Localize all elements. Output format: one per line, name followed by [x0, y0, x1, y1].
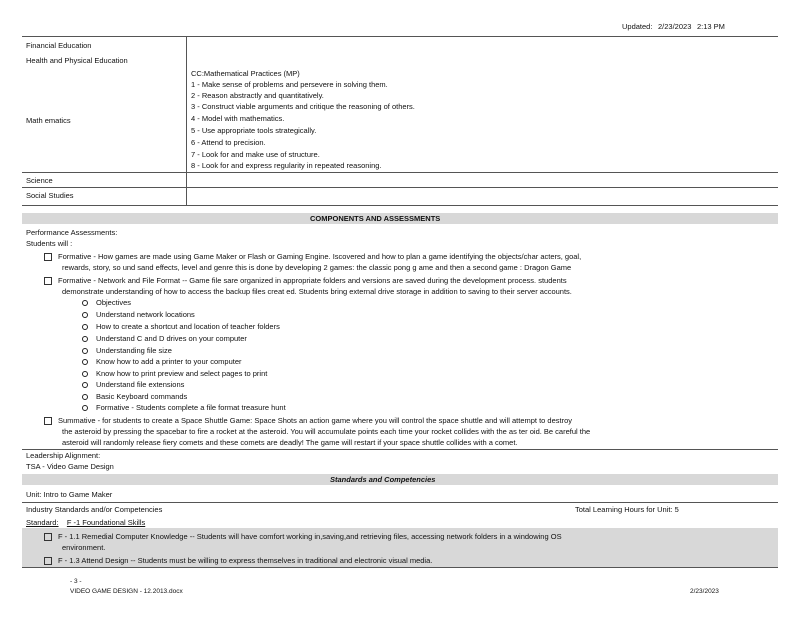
checkbox-bullet-icon	[44, 533, 52, 541]
leadership-label: Leadership Alignment:	[26, 451, 101, 460]
subject-math: Math ematics	[26, 116, 71, 125]
sub-item: Know how to add a printer to your computer	[82, 357, 242, 366]
formative2-line2: demonstrate understanding of how to access the backup files creat ed. Students bring external drive storage in addition to saving to their server accounts.	[62, 287, 572, 296]
circle-bullet-icon	[82, 336, 88, 342]
mp-line-1: 1 - Make sense of problems and persevere in solving them.	[191, 80, 388, 89]
circle-bullet-icon	[82, 324, 88, 330]
sub-item: Understand network locations	[82, 310, 195, 319]
unit-divider	[22, 502, 778, 503]
standard-item-1-cont: environment.	[62, 543, 106, 552]
components-header: COMPONENTS AND ASSESSMENTS	[310, 214, 441, 223]
table-bottom-border	[22, 205, 778, 206]
circle-bullet-icon	[82, 371, 88, 377]
sub-item: Formative - Students complete a file format treasure hunt	[82, 403, 286, 412]
footer-file: VIDEO GAME DESIGN - 12.2013.docx	[70, 588, 183, 595]
mp-line-8: 8 - Look for and express regularity in repeated reasoning.	[191, 161, 382, 170]
checkbox-bullet-icon	[44, 277, 52, 285]
subject-financial: Financial Education	[26, 41, 92, 50]
circle-bullet-icon	[82, 300, 88, 306]
formative1-line2: rewards, story, so und sand effects, level and genre this is done by developing 2 games: the classic pong g ame and then a second game : Dragon Game	[62, 263, 572, 272]
subject-health: Health and Physical Education	[26, 56, 128, 65]
sub-item: Objectives	[82, 298, 131, 307]
row-divider-1	[22, 172, 778, 173]
mp-line-2: 2 - Reason abstractly and quantitatively.	[191, 91, 324, 100]
mp-line-3: 3 - Construct viable arguments and critique the reasoning of others.	[191, 102, 415, 111]
mp-line-0: CC:Mathematical Practices (MP)	[191, 69, 300, 78]
formative2-line1: Formative - Network and File Format -- Game file sare organized in appropriate folders and versions are saved during the development process. students	[44, 276, 567, 285]
updated-date: 2/23/2023	[658, 22, 692, 31]
students-will: Students will :	[26, 239, 73, 248]
unit-label: Unit: Intro to Game Maker	[26, 490, 113, 499]
table-top-border	[22, 36, 778, 37]
leadership-divider	[22, 449, 778, 450]
standard-value: F -1 Foundational Skills	[66, 518, 146, 527]
footer-date: 2/23/2023	[690, 588, 719, 595]
standard-line	[26, 518, 145, 527]
mp-line-5: 5 - Use appropriate tools strategically.	[191, 126, 317, 135]
summative-line2: the asteroid by pressing the spacebar to fire a rocket at the asteroid. You will accumulate points each time your rocket collides with the as ter oid. Be careful the	[62, 427, 591, 436]
sub-item: Know how to print preview and select pages to print	[82, 369, 267, 378]
standard-item-1: F - 1.1 Remedial Computer Knowledge -- Students will have comfort working in,saving,and retrieving files, accessing network folders in a windowing OS	[44, 532, 562, 541]
formative1-line1: Formative - How games are made using Game Maker or Flash or Gaming Engine. Iscovered and how to plan a game identifying the objects/char acters, goal,	[44, 252, 581, 261]
standard-label: Standard:	[26, 518, 59, 527]
mp-line-7: 7 - Look for and make use of structure.	[191, 150, 320, 159]
subject-science: Science	[26, 176, 53, 185]
mp-line-6: 6 - Attend to precision.	[191, 138, 266, 147]
circle-bullet-icon	[82, 382, 88, 388]
checkbox-bullet-icon	[44, 417, 52, 425]
checkbox-bullet-icon	[44, 253, 52, 261]
leadership-value: TSA - Video Game Design	[26, 462, 114, 471]
updated-label: Updated:	[622, 22, 653, 31]
updated-time: 2:13 PM	[697, 22, 725, 31]
sub-item: Understand file extensions	[82, 380, 184, 389]
row-divider-2	[22, 187, 778, 188]
performance-label: Performance Assessments:	[26, 228, 118, 237]
summative-line3: asteroid will randomly release fiery comets and these comets are deadly! The game will restart if your space shuttle collides with a comet.	[62, 438, 518, 447]
subject-social: Social Studies	[26, 191, 74, 200]
standards-bottom-border	[22, 567, 778, 568]
sub-item: Basic Keyboard commands	[82, 392, 187, 401]
page-number: - 3 -	[70, 578, 82, 585]
sub-item: How to create a shortcut and location of teacher folders	[82, 322, 280, 331]
circle-bullet-icon	[82, 359, 88, 365]
checkbox-bullet-icon	[44, 557, 52, 565]
standards-header: Standards and Competencies	[330, 475, 436, 484]
circle-bullet-icon	[82, 312, 88, 318]
summative-line1: Summative - for students to create a Space Shuttle Game: Space Shots an action game where you will control the space shuttle and will attempt to destroy	[44, 416, 572, 425]
circle-bullet-icon	[82, 348, 88, 354]
standard-item-2: F - 1.3 Attend Design -- Students must be willing to express themselves in traditional and electronic visual media.	[44, 556, 432, 565]
circle-bullet-icon	[82, 394, 88, 400]
total-hours: Total Learning Hours for Unit: 5	[575, 505, 679, 514]
industry-label: Industry Standards and/or Competencies	[26, 505, 163, 514]
table-divider	[186, 36, 187, 206]
sub-item: Understanding file size	[82, 346, 172, 355]
circle-bullet-icon	[82, 405, 88, 411]
sub-item: Understand C and D drives on your computer	[82, 334, 247, 343]
mp-line-4: 4 - Model with mathematics.	[191, 114, 285, 123]
